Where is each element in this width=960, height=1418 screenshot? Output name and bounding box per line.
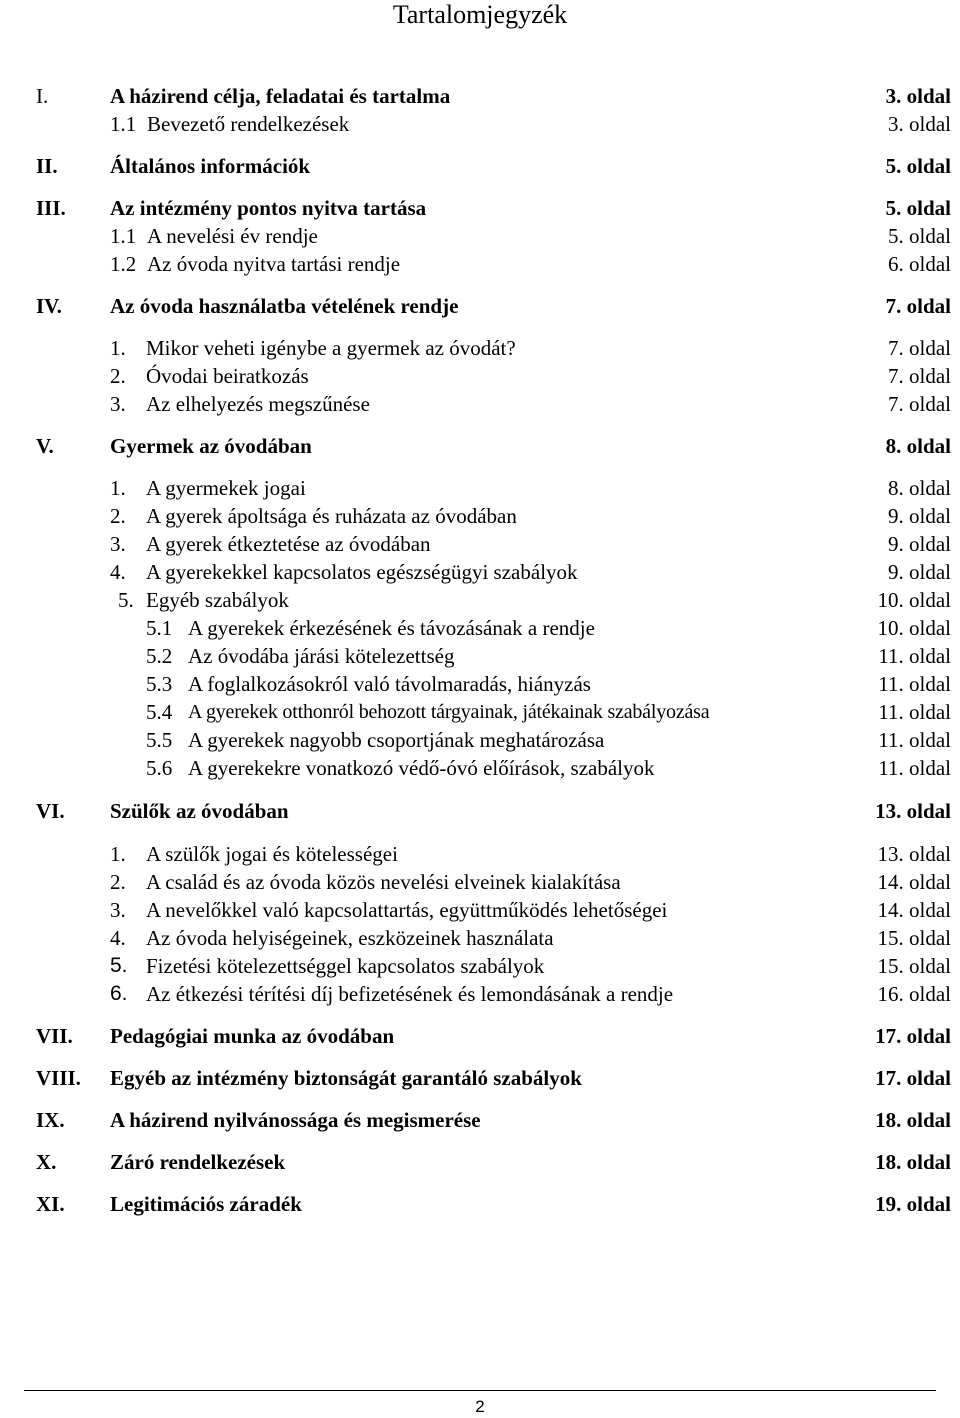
- toc-page-ref: 7. oldal: [888, 392, 951, 416]
- toc-section-row: [0, 1022, 960, 1050]
- toc-section-row: [0, 194, 960, 222]
- toc-entry-number: 5.: [118, 588, 134, 612]
- toc-section-row: [0, 1064, 960, 1092]
- toc-subentry-row: [0, 980, 960, 1008]
- toc-entry-label: Pedagógiai munka az óvodában: [110, 1024, 395, 1048]
- toc-page-ref: 11. oldal: [878, 672, 951, 696]
- toc-page-ref: 17. oldal: [875, 1024, 951, 1048]
- toc-entry-label: Az étkezési térítési díj befizetésének és lemondásának a rendje: [146, 982, 674, 1006]
- toc-entry-label: A gyerekekre vonatkozó védő-óvó előírások, szabályok: [188, 756, 655, 780]
- toc-subentry-row: [0, 868, 960, 896]
- toc-page-ref: 11. oldal: [878, 756, 951, 780]
- toc-entry-label: A nevelési év rendje: [147, 224, 318, 248]
- toc-entry-number: 1.1: [110, 224, 137, 248]
- toc-entry-label: A gyerek étkeztetése az óvodában: [146, 532, 431, 556]
- toc-entry-label: A gyerekek nagyobb csoportjának meghatározása: [188, 728, 605, 752]
- toc-page-ref: 10. oldal: [877, 616, 951, 640]
- toc-page-ref: 3. oldal: [885, 84, 951, 108]
- toc-entry-number: 2.: [110, 504, 126, 528]
- toc-entry-number: 5.3: [146, 672, 173, 696]
- toc-subentry-row: [0, 362, 960, 390]
- toc-entry-label: Általános információk: [110, 154, 311, 178]
- toc-page-ref: 17. oldal: [875, 1066, 951, 1090]
- toc-section-row: [0, 432, 960, 460]
- toc-page-ref: 19. oldal: [875, 1192, 951, 1216]
- toc-subentry-row: [0, 530, 960, 558]
- toc-subentry-row: [0, 952, 960, 980]
- toc-entry-label: Egyéb szabályok: [146, 588, 289, 612]
- toc-entry-label: A házirend nyilvánossága és megismerése: [110, 1108, 481, 1132]
- toc-subentry-row: [0, 250, 960, 278]
- toc-entry-number: 5.5: [146, 728, 173, 752]
- toc-entry-label: Az óvoda használatba vételének rendje: [110, 294, 459, 318]
- toc-entry-label: Az elhelyezés megszűnése: [146, 392, 370, 416]
- toc-page-ref: 18. oldal: [875, 1108, 951, 1132]
- toc-entry-number: 6.: [110, 982, 128, 1005]
- toc-subentry-row: [0, 670, 960, 698]
- toc-page-ref: 10. oldal: [877, 588, 951, 612]
- toc-page-ref: 9. oldal: [888, 532, 951, 556]
- toc-roman-numeral: III.: [36, 196, 66, 220]
- toc-entry-label: A gyerek ápoltsága és ruházata az óvodában: [146, 504, 517, 528]
- toc-entry-number: 4.: [110, 560, 126, 584]
- toc-entry-label: Mikor veheti igénybe a gyermek az óvodát?: [146, 336, 516, 360]
- toc-page-ref: 6. oldal: [888, 252, 951, 276]
- document-title: Tartalomjegyzék: [392, 0, 568, 29]
- toc-subentry-row: [0, 754, 960, 782]
- toc-entry-label: A foglalkozásokról való távolmaradás, hiányzás: [188, 672, 591, 696]
- toc-entry-number: 4.: [110, 926, 126, 950]
- toc-subentry-row: [0, 614, 960, 642]
- toc-entry-number: 1.2: [110, 252, 137, 276]
- toc-section-row: [0, 152, 960, 180]
- toc-entry-label: Gyermek az óvodában: [110, 434, 312, 458]
- toc-page-ref: 5. oldal: [885, 196, 951, 220]
- toc-entry-label: Záró rendelkezések: [110, 1150, 286, 1174]
- toc-entry-label: Az óvodába járási kötelezettség: [188, 644, 455, 668]
- toc-entry-label: Bevezető rendelkezések: [147, 112, 350, 136]
- toc-page-ref: 13. oldal: [875, 799, 951, 823]
- toc-subentry-row: [0, 586, 960, 614]
- toc-subentry-row: [0, 642, 960, 670]
- toc-entry-label: Az óvoda nyitva tartási rendje: [147, 252, 401, 276]
- toc-page-ref: 11. oldal: [878, 700, 951, 724]
- toc-page-ref: 7. oldal: [888, 364, 951, 388]
- toc-subentry-row: [0, 222, 960, 250]
- toc-entry-label: Fizetési kötelezettséggel kapcsolatos szabályok: [146, 954, 545, 978]
- toc-entry-number: 5.: [110, 954, 128, 977]
- toc-page-ref: 9. oldal: [888, 560, 951, 584]
- toc-section-row: [0, 1190, 960, 1218]
- toc-entry-number: 5.2: [146, 644, 173, 668]
- toc-entry-number: 1.: [110, 336, 126, 360]
- toc-page-ref: 3. oldal: [888, 112, 951, 136]
- toc-subentry-row: [0, 334, 960, 362]
- toc-roman-numeral: VII.: [36, 1024, 73, 1048]
- toc-page-ref: 8. oldal: [888, 476, 951, 500]
- toc-entry-label: Legitimációs záradék: [110, 1192, 302, 1216]
- toc-entry-label: A család és az óvoda közös nevelési elveinek kialakítása: [146, 870, 621, 894]
- toc-subentry-row: [0, 110, 960, 138]
- toc-subentry-row: [0, 474, 960, 502]
- toc-roman-numeral: II.: [36, 154, 58, 178]
- toc-page-ref: 18. oldal: [875, 1150, 951, 1174]
- toc-entry-number: 5.4: [146, 700, 173, 724]
- toc-roman-numeral: XI.: [36, 1192, 65, 1216]
- toc-subentry-row: [0, 390, 960, 418]
- toc-page-ref: 14. oldal: [877, 870, 951, 894]
- toc-page-ref: 5. oldal: [885, 154, 951, 178]
- toc-subentry-row: [0, 726, 960, 754]
- toc-entry-number: 1.1: [110, 112, 137, 136]
- toc-page-ref: 13. oldal: [877, 842, 951, 866]
- toc-entry-label: A nevelőkkel való kapcsolattartás, együttműködés lehetőségei: [146, 898, 668, 922]
- toc-subentry-row: [0, 558, 960, 586]
- toc-entry-number: 5.1: [146, 616, 173, 640]
- toc-entry-number: 3.: [110, 532, 126, 556]
- toc-section-row: [0, 82, 960, 110]
- toc-subentry-row: [0, 502, 960, 530]
- toc-page-ref: 11. oldal: [878, 728, 951, 752]
- toc-entry-label: A szülők jogai és kötelességei: [146, 842, 398, 866]
- toc-subentry-row: [0, 896, 960, 924]
- toc-page-ref: 7. oldal: [888, 336, 951, 360]
- toc-roman-numeral: IV.: [36, 294, 62, 318]
- toc-entry-number: 3.: [110, 392, 126, 416]
- toc-page-ref: 9. oldal: [888, 504, 951, 528]
- toc-roman-numeral: VI.: [36, 799, 65, 823]
- toc-entry-number: 1.: [110, 842, 126, 866]
- toc-roman-numeral: X.: [36, 1150, 57, 1174]
- toc-page-ref: 15. oldal: [877, 926, 951, 950]
- toc-page-ref: 15. oldal: [877, 954, 951, 978]
- toc-section-row: [0, 797, 960, 825]
- toc-entry-number: 2.: [110, 870, 126, 894]
- toc-page-ref: 16. oldal: [877, 982, 951, 1006]
- toc-page-ref: 7. oldal: [885, 294, 951, 318]
- toc-roman-numeral: I.: [36, 84, 49, 108]
- toc-entry-label: A gyermekek jogai: [146, 476, 306, 500]
- toc-page-ref: 8. oldal: [885, 434, 951, 458]
- toc-entry-label: A házirend célja, feladatai és tartalma: [110, 84, 451, 108]
- toc-entry-label: A gyerekekkel kapcsolatos egészségügyi szabályok: [146, 560, 578, 584]
- toc-entry-label: A gyerekek otthonról behozott tárgyainak, játékainak szabályozása: [188, 701, 710, 723]
- toc-page-ref: 5. oldal: [888, 224, 951, 248]
- footer-page-number: 2: [475, 1397, 485, 1416]
- toc-entry-label: Az óvoda helyiségeinek, eszközeinek használata: [146, 926, 554, 950]
- toc-subentry-row: [0, 698, 960, 726]
- toc-entry-number: 1.: [110, 476, 126, 500]
- toc-subentry-row: [0, 840, 960, 868]
- toc-entry-number: 5.6: [146, 756, 173, 780]
- toc-entry-label: Szülők az óvodában: [110, 799, 289, 823]
- toc-entry-number: 3.: [110, 898, 126, 922]
- toc-subentry-row: [0, 924, 960, 952]
- toc-roman-numeral: IX.: [36, 1108, 65, 1132]
- toc-page-ref: 14. oldal: [877, 898, 951, 922]
- toc-section-row: [0, 292, 960, 320]
- toc-entry-label: A gyerekek érkezésének és távozásának a rendje: [188, 616, 595, 640]
- toc-entry-label: Az intézmény pontos nyitva tartása: [110, 196, 427, 220]
- toc-entry-label: Egyéb az intézmény biztonságát garantáló szabályok: [110, 1066, 582, 1090]
- toc-roman-numeral: V.: [36, 434, 54, 458]
- toc-section-row: [0, 1106, 960, 1134]
- toc-page-ref: 11. oldal: [878, 644, 951, 668]
- toc-entry-number: 2.: [110, 364, 126, 388]
- footer-divider: [24, 1390, 936, 1391]
- toc-roman-numeral: VIII.: [36, 1066, 81, 1090]
- toc-entry-label: Óvodai beiratkozás: [146, 364, 309, 388]
- toc-section-row: [0, 1148, 960, 1176]
